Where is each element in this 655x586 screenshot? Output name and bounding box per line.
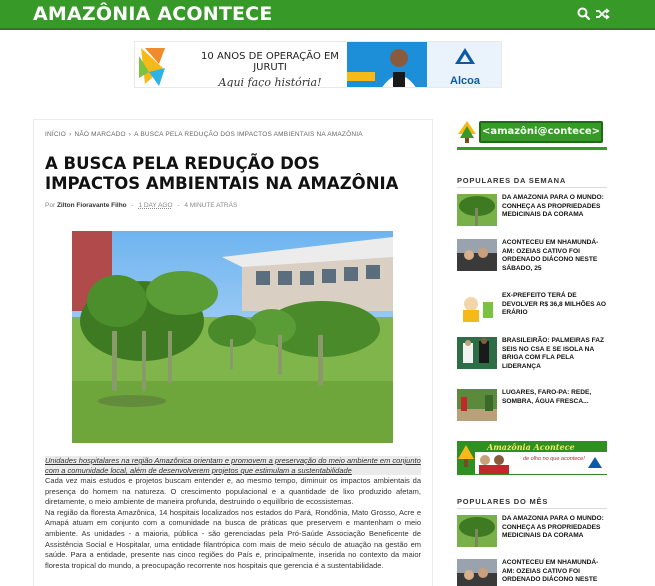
sidebar-ad-title: Amazônia Acontece — [487, 442, 575, 452]
ad-people-icon — [477, 452, 517, 474]
popular-title[interactable]: ACONTECEU EM NHAMUNDÁ-AM: OZEIAS CATIVO FOI ORDENADO DIÁCONO NESTE — [502, 559, 599, 584]
popular-week-heading: POPULARES DA SEMANA — [457, 176, 567, 185]
popular-week-item[interactable] — [457, 194, 607, 226]
sidebar-logo-text: <amazôni@contece> — [481, 126, 601, 137]
banner-person-photo — [347, 42, 427, 88]
site-title[interactable]: AMAZÔNIA ACONTECE — [33, 3, 273, 25]
cartoon-thumbnail — [457, 292, 497, 324]
top-banner-ad[interactable] — [134, 41, 502, 88]
sidebar-ad-strip — [475, 452, 607, 474]
breadcrumb-home[interactable]: INÍCIO — [45, 131, 67, 138]
sidebar-logo-box — [479, 121, 603, 143]
photo-caption: Unidades hospitalares na região Amazônica orientam e promovem a preservação do meio ambiente em conjunto com a comunidade local, além de desenvolverem projetos que estimulam a sustentabilidade — [45, 456, 421, 475]
popular-month-heading: POPULARES DO MÊS — [457, 497, 549, 506]
popular-title[interactable]: ACONTECEU EM NHAMUNDÁ-AM: OZEIAS CATIVO FOI ORDENADO DIÁCONO NESTE SÁBADO, 25 — [502, 239, 599, 272]
shuffle-icon[interactable] — [594, 6, 610, 22]
sidebar-ad[interactable] — [457, 441, 607, 475]
breadcrumb-separator: › — [69, 131, 72, 138]
post-date: 1 DAY AGO — [138, 202, 173, 209]
popular-title[interactable]: DA AMAZONIA PARA O MUNDO: CONHEÇA AS PROPRIEDADES MEDICINAIS DA CORAMA — [502, 515, 604, 540]
alcoa-logo — [427, 42, 502, 88]
tree-logo-icon — [457, 120, 477, 144]
church-thumbnail — [457, 559, 497, 586]
ad-tree-icon — [457, 441, 475, 475]
football-thumbnail — [457, 337, 497, 369]
popular-title[interactable]: LUGARES, FARO-PA: REDE, SOMBRA, ÁGUA FRESCA... — [502, 389, 592, 405]
search-icon[interactable] — [576, 6, 592, 22]
banner-script: Aqui faço história! — [218, 76, 322, 88]
sidebar-logo[interactable] — [457, 120, 607, 146]
popular-month-item[interactable] — [457, 559, 607, 586]
banner-text — [195, 42, 345, 88]
article-paragraph: Na região da floresta Amazônica, 14 hospitais localizados nos estados do Pará, Rondônia, Mato Grosso, Acre e Amapá atuam em conjunto com a comunidade na busca de práticas que preservem e mantenham o meio ambiente. As unidades - a maioria, pública - são gerenciadas pela Pró-Saúde Associação Beneficente de Assistência Social e Hospitalar, uma entidade filantrópica com mais de meio século de atuação na gestão em saúde. Para a entidade, presente nas cinco regiões do País e, principalmente, inserida no contexto da maior floresta tropical do mundo, a preocupação recorrente nos hospitais que gerencia é a sustentabilidade. — [45, 507, 421, 570]
banner-headline: 10 ANOS DE OPERAÇÃO EM JURUTI — [201, 51, 339, 73]
breadcrumb-separator: › — [128, 131, 132, 138]
plant-thumbnail — [457, 194, 497, 226]
street-thumbnail — [457, 389, 497, 421]
popular-week-item[interactable] — [457, 389, 607, 421]
article-photo — [72, 231, 393, 443]
byline-prefix: Por — [45, 202, 56, 209]
article-card — [33, 119, 433, 586]
plant-thumbnail — [457, 515, 497, 547]
church-thumbnail — [457, 239, 497, 271]
popular-week-item[interactable] — [457, 239, 607, 271]
popular-title[interactable]: EX-PREFEITO TERÁ DE DEVOLVER R$ 36,8 MILHÕES AO ERÁRIO — [502, 292, 607, 317]
ad-logo-icon — [587, 456, 603, 470]
author-link[interactable]: Zilton Fioravante Filho — [56, 202, 127, 209]
article-title: A BUSCA PELA REDUÇÃO DOS IMPACTOS AMBIENTAIS NA AMAZÔNIA — [45, 154, 399, 193]
alcoa-word: Alcoa — [450, 75, 480, 87]
popular-title[interactable]: BRASILEIRÃO: PALMEIRAS FAZ SEIS NO CSA E SE ISOLA NA BRIGA COM FLA PELA LIDERANÇA — [502, 337, 605, 370]
sidebar-ad-tagline: de olho no que acontece! — [523, 456, 585, 462]
breadcrumb — [45, 131, 363, 138]
top-bar — [0, 0, 655, 30]
article-body — [45, 476, 421, 571]
article-paragraph: Cada vez mais estudos e projetos buscam entender e, ao mesmo tempo, diminuir os impactos ambientais da presença do homem na natureza. O crescimento populacional e a quantidade de lixo produzido afetam, diretamente, o meio ambiente de maneira profunda, destruindo o equilíbrio de ecossistemas. — [45, 476, 421, 507]
divider — [457, 508, 607, 509]
breadcrumb-current: A BUSCA PELA REDUÇÃO DOS IMPACTOS AMBIENTAIS NA AMAZÔNIA — [134, 131, 363, 138]
popular-title[interactable]: DA AMAZONIA PARA O MUNDO: CONHEÇA AS PROPRIEDADES MEDICINAIS DA CORAMA — [502, 194, 604, 219]
byline: Por Zilton Fioravante Filho - 1 DAY AGO - 4 MINUTE ATRÁS — [45, 202, 238, 209]
divider — [457, 187, 607, 188]
sidebar-logo-stripe — [457, 147, 607, 150]
popular-month-item[interactable] — [457, 515, 607, 547]
breadcrumb-category[interactable]: NÃO MARCADO — [74, 131, 126, 138]
banner-logo-icon — [135, 42, 195, 88]
read-time: 4 MINUTE ATRÁS — [184, 202, 238, 209]
popular-week-item[interactable] — [457, 292, 607, 324]
popular-week-item[interactable] — [457, 337, 607, 369]
